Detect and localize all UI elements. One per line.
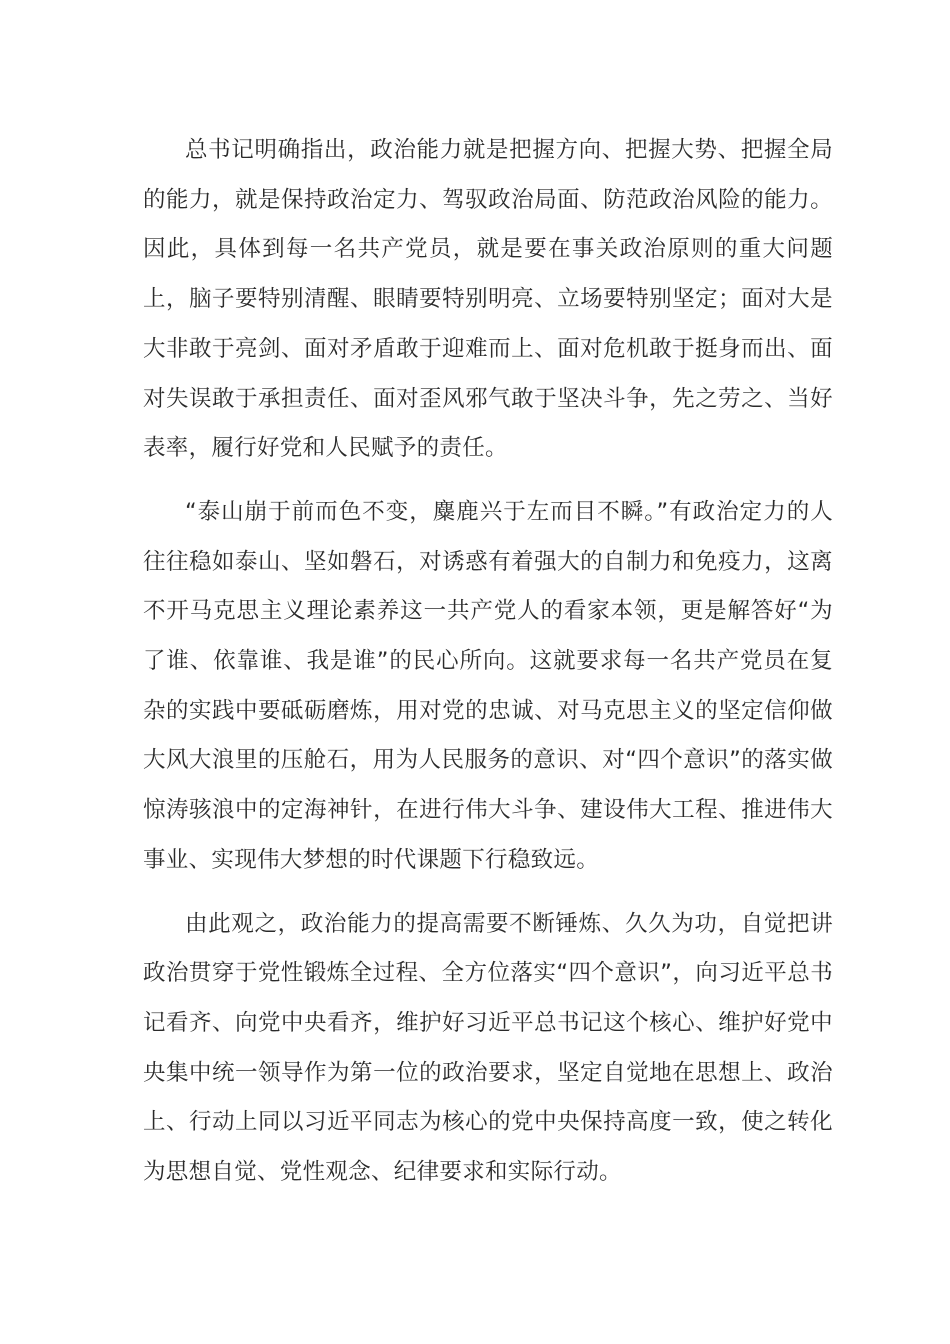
paragraph-1: 总书记明确指出，政治能力就是把握方向、把握大势、把握全局的能力，就是保持政治定力、驾驭政治局面、防范政治风险的能力。因此，具体到每一名共产党员，就是要在事关政治原则的重大问题上，脑子要特别清醒、眼睛要特别明亮、立场要特别坚定；面对大是大非敢于亮剑、面对矛盾敢于迎难而上、面对危机敢于挺身而出、面对失误敢于承担责任、面对歪风邪气敢于坚决斗争，先之劳之、当好表率，履行好党和人民赋予的责任。 — [143, 137, 833, 462]
paragraph-3: 由此观之，政治能力的提高需要不断锤炼、久久为功，自觉把讲政治贯穿于党性锻炼全过程、全方位落实“四个意识”，向习近平总书记看齐、向党中央看齐，维护好习近平总书记这个核心、维护好党中央集中统一领导作为第一位的政治要求，坚定自觉地在思想上、政治上、行动上同以习近平同志为核心的党中央保持高度一致，使之转化为思想自觉、党性观念、纪律要求和实际行动。 — [143, 910, 833, 1186]
document-body — [143, 126, 833, 1198]
paragraph-2: “泰山崩于前而色不变，麋鹿兴于左而目不瞬。”有政治定力的人往往稳如泰山、坚如磐石，对诱惑有着强大的自制力和免疫力，这离不开马克思主义理论素养这一共产党人的看家本领，更是解答好“为了谁、依靠谁、我是谁”的民心所向。这就要求每一名共产党员在复杂的实践中要砥砺磨炼，用对党的忠诚、对马克思主义的坚定信仰做大风大浪里的压舱石，用为人民服务的意识、对“四个意识”的落实做惊涛骇浪中的定海神针，在进行伟大斗争、建设伟大工程、推进伟大事业、实现伟大梦想的时代课题下行稳致远。 — [143, 498, 833, 873]
